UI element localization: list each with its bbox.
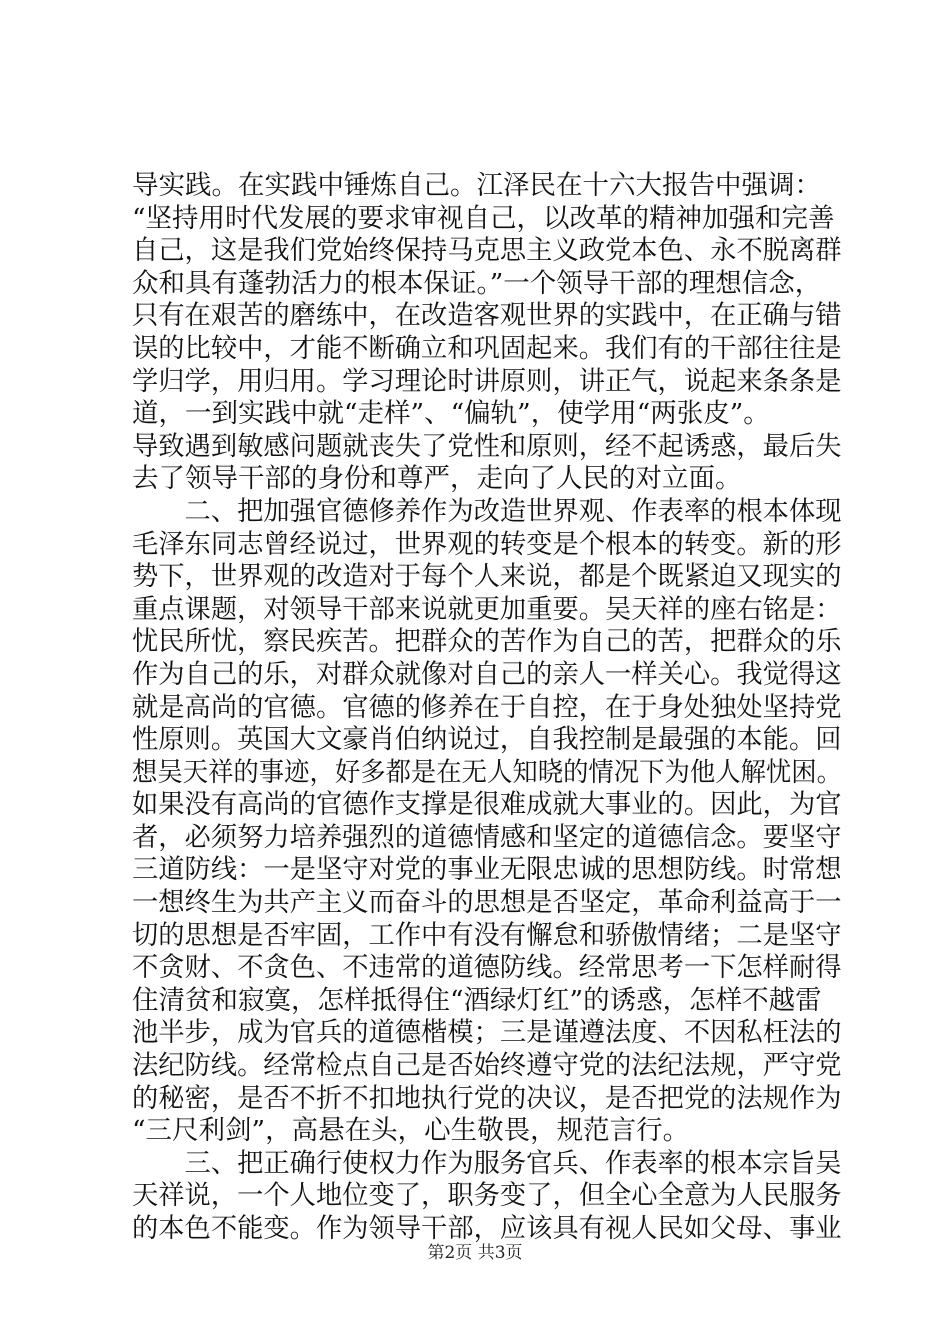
text-line: 三道防线：一是坚守对党的事业无限忠诚的思想防线。时常想 (132, 854, 842, 886)
text-line: 众和具有蓬勃活力的根本保证。”一个领导干部的理想信念， (132, 267, 822, 299)
text-line: 者，必须努力培养强烈的道德情感和坚定的道德信念。要坚守 (132, 821, 842, 853)
text-line: 导致遇到敏感问题就丧失了党性和原则，经不起诱惑，最后失 (132, 430, 842, 462)
text-line: 池半步，成为官兵的道德楷模；三是谨遵法度、不因私枉法的 (132, 1017, 842, 1049)
page-footer: 第2页 共3页 (427, 1243, 523, 1263)
text-line: 忧民所忧，察民疾苦。把群众的苦作为自己的苦，把群众的乐 (132, 626, 842, 658)
text-line: 的本色不能变。作为领导干部，应该具有视人民如父母、事业 (132, 1213, 842, 1244)
text-line: 毛泽东同志曾经说过，世界观的转变是个根本的转变。新的形 (132, 528, 842, 560)
text-line: 导实践。在实践中锤炼自己。江泽民在十六大报告中强调： (132, 170, 821, 201)
text-line: “三尺利剑”，高悬在头，心生敬畏，规范言行。 (132, 1115, 690, 1147)
text-line: 道，一到实践中就“走样”、“偏轨”，使学用“两张皮”。 (132, 398, 770, 430)
text-line: 切的思想是否牢固，工作中有没有懈怠和骄傲情绪；二是坚守 (132, 919, 842, 951)
text-line: 天祥说，一个人地位变了，职务变了，但全心全意为人民服务 (132, 1180, 842, 1212)
text-line: 学归学，用归用。学习理论时讲原则，讲正气，说起来条条是 (132, 365, 842, 397)
text-line: 重点课题，对领导干部来说就更加重要。吴天祥的座右铭是： (132, 593, 842, 625)
text-line: 去了领导干部的身份和尊严，走向了人民的对立面。 (132, 463, 742, 495)
text-line: 想吴天祥的事迹，好多都是在无人知晓的情况下为他人解忧困。 (132, 756, 842, 788)
text-line: 不贪财、不贪色、不违常的道德防线。经常思考一下怎样耐得 (132, 952, 842, 984)
text-line: 法纪防线。经常检点自己是否始终遵守党的法纪法规，严守党 (132, 1050, 842, 1082)
text-line: “坚持用时代发展的要求审视自己，以改革的精神加强和完善 (132, 202, 835, 234)
text-line: 误的比较中，才能不断确立和巩固起来。我们有的干部往往是 (132, 332, 842, 364)
text-line: 三、把正确行使权力作为服务官兵、作表率的根本宗旨吴 (132, 1147, 842, 1179)
text-line: 一想终生为共产主义而奋斗的思想是否坚定，革命利益高于一 (132, 887, 842, 919)
document-body (132, 170, 842, 1246)
text-line: 势下，世界观的改造对于每个人来说，都是个既紧迫又现实的 (132, 561, 842, 593)
text-line: 作为自己的乐，对群众就像对自己的亲人一样关心。我觉得这 (132, 658, 842, 690)
text-line: 住清贫和寂寞，怎样抵得住“酒绿灯红”的诱惑，怎样不越雷 (132, 984, 822, 1016)
text-line: 二、把加强官德修养作为改造世界观、作表率的根本体现 (132, 495, 842, 527)
text-line: 的秘密，是否不折不扣地执行党的决议，是否把党的法规作为 (132, 1082, 842, 1114)
text-line: 自己，这是我们党始终保持马克思主义政党本色、永不脱离群 (132, 235, 842, 267)
text-line: 性原则。英国大文豪肖伯纳说过，自我控制是最强的本能。回 (132, 724, 842, 756)
text-line: 只有在艰苦的磨练中，在改造客观世界的实践中，在正确与错 (132, 300, 842, 332)
text-line: 如果没有高尚的官德作支撑是很难成就大事业的。因此，为官 (132, 789, 842, 821)
text-line: 就是高尚的官德。官德的修养在于自控，在于身处独处坚持党 (132, 691, 842, 723)
